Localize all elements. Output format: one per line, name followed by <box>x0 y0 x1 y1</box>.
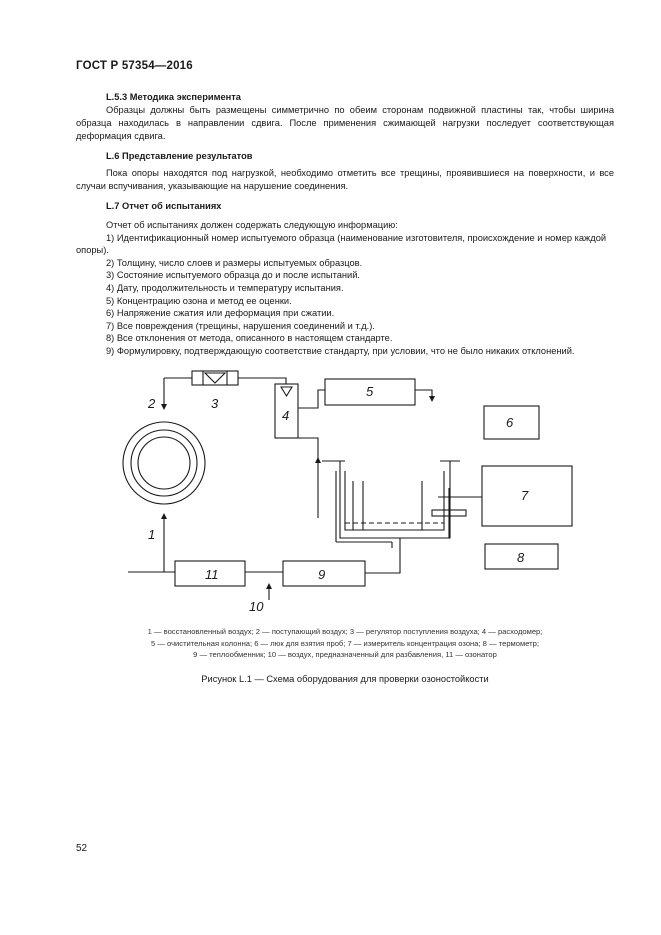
label-2: 2 <box>148 396 156 411</box>
label-8: 8 <box>517 550 525 565</box>
label-5: 5 <box>366 384 374 399</box>
section-heading-l53: L.5.3 Методика эксперимента <box>106 92 241 102</box>
list-item: 4) Дату, продолжительность и температуру испытания. <box>106 282 344 293</box>
list-item: 5) Концентрацию озона и метод ее оценки. <box>106 295 292 306</box>
legend-line: 9 — теплообменник; 10 — воздух, предназначенный для разбавления, 11 — озонатор <box>193 650 497 659</box>
list-item: 2) Толщину, число слоев и размеры испытуемых образцов. <box>106 257 363 268</box>
label-10: 10 <box>249 599 264 614</box>
legend-line: 5 — очистительная колонна; 6 — люк для взятия проб; 7 — измеритель концентрация озона; 8 — термометр; <box>150 638 539 648</box>
figure-legend <box>76 626 614 661</box>
recirculation-circle <box>123 422 205 504</box>
figure-title: Рисунок L.1 — Схема оборудования для проверки озоностойкости <box>201 674 489 684</box>
list-item: 9) Формулировку, подтверждающую соответствие стандарту, при условии, что не было никаких отклонений. <box>106 345 575 356</box>
list-item: 8) Все отклонения от метода, описанного в настоящем стандарте. <box>106 333 393 344</box>
list-item: 1) Идентификационный номер испытуемого образца (наименование изготовителя, происхождение и номер каждой опоры). <box>76 232 607 256</box>
list-item: 6) Напряжение сжатия или деформация при сжатии. <box>106 308 335 319</box>
label-9: 9 <box>318 567 326 582</box>
section-heading-l7: L.7 Отчет об испытаниях <box>106 201 222 211</box>
section-text-l6: Пока опоры находятся под нагрузкой, необходимо отметить все трещины, проявившиеся на поверхности, и все случаи вспучивания, указывающие на нарушение соединения. <box>76 168 614 191</box>
section-heading-l6: L.6 Представление результатов <box>106 151 253 161</box>
list-item: 7) Все повреждения (трещины, нарушения соединений и т.д.). <box>106 320 375 331</box>
section-text-l53: Образцы должны быть размещены симметрично по обеим сторонам подвижной пластины так, чтобы ширина образца находилась в направлении сдвига. После применения сжимающей нагрузки последует соответствующая деформация сдвига. <box>76 105 614 141</box>
label-4: 4 <box>282 408 290 423</box>
legend-line: 1 — восстановленный воздух; 2 — поступающий воздух; 3 — регулятор поступления воздуха; 4 — расходомер; <box>147 627 543 636</box>
label-11: 11 <box>205 567 219 582</box>
list-item: 3) Состояние испытуемого образца до и после испытаний. <box>106 270 361 281</box>
report-intro: Отчет об испытаниях должен содержать следующую информацию: <box>106 220 398 230</box>
label-7: 7 <box>521 488 529 503</box>
label-6: 6 <box>506 415 514 430</box>
label-1: 1 <box>148 527 156 542</box>
page-number: 52 <box>76 843 88 854</box>
label-3: 3 <box>211 396 219 411</box>
document-code: ГОСТ Р 57354—2016 <box>76 60 193 72</box>
